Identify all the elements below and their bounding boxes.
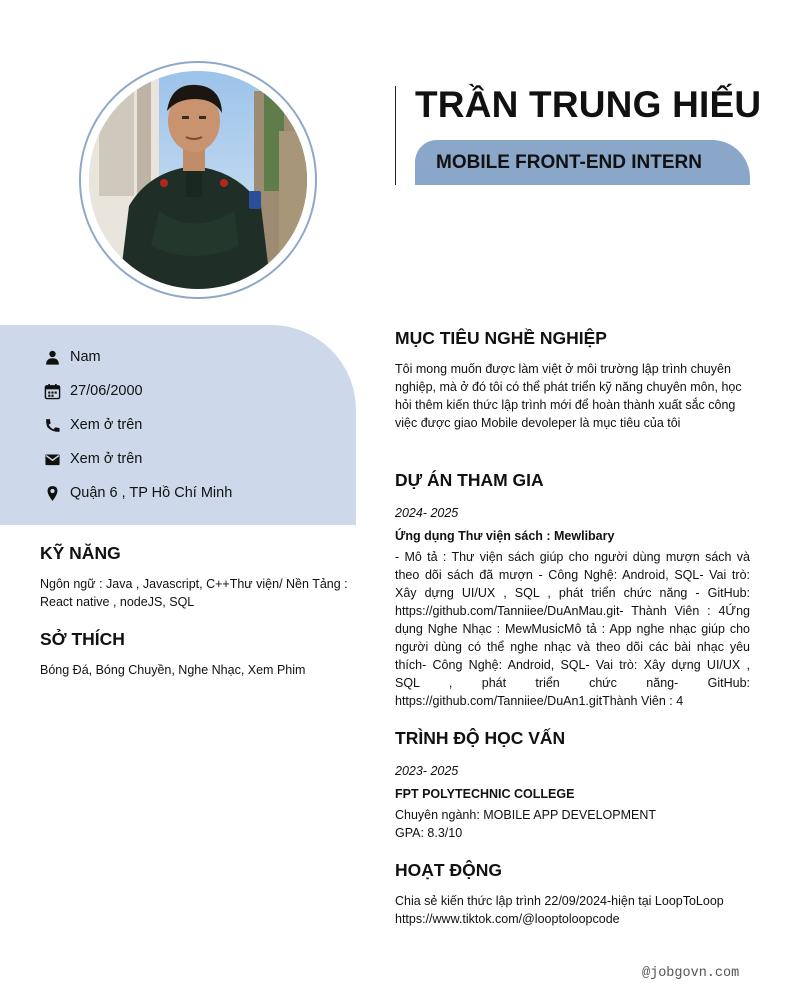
activities-text: Chia sẻ kiến thức lập trình 22/09/2024-hiện tại LoopToLoop https://www.tiktok.com/@looptoloopcode [395,894,724,926]
job-title: MOBILE FRONT-END INTERN [436,151,702,173]
job-title-banner [415,140,750,185]
phone-icon [44,417,61,434]
skills-heading: KỸ NĂNG [40,543,121,563]
education-year: 2023- 2025 [395,764,459,778]
contact-gender [44,347,101,367]
profile-photo-frame [79,61,317,299]
project-name: Ứng dụng Thư viện sách : Mewlibary [395,529,615,543]
header-divider [395,86,396,185]
projects-year: 2024- 2025 [395,506,459,520]
mail-icon [44,451,61,468]
birthday-text: 27/06/2000 [70,383,143,399]
objective-heading: MỤC TIÊU NGHỀ NGHIỆP [395,328,607,348]
address-text: Quận 6 , TP Hồ Chí Minh [70,485,233,501]
profile-photo [89,71,307,289]
contact-birthday [44,381,143,401]
contact-address [44,483,232,503]
objective-text: Tôi mong muốn được làm việt ở môi trường lập trình chuyên nghiệp, mà ở đó tôi có thể phát triển kỹ năng chuyên môn, học hỏi thêm kiến thức lập trình mới để hoàn thành xuất sắc công việc được giao Mobile devoleper là mục tiêu của tôi [395,362,742,430]
email-text: Xem ở trên [70,451,143,467]
person-icon [44,349,61,366]
calendar-icon [44,383,61,400]
watermark: @jobgovn.com [642,966,740,981]
full-name: TRẦN TRUNG HIẾU [415,84,762,125]
contact-phone [44,415,142,435]
hobbies-heading: SỞ THÍCH [40,629,125,649]
projects-text: - Mô tả : Thư viện sách giúp cho người dùng mượn sách và theo dõi sách đã mượn - Công Nghệ: Android, SQL- Vai trò: Xây dựng UI/UX , SQL , phát triển chức năng - GitHub: https://github.com/Tanniiee/DuAnMau.git- Thành Viên : 4Ứng dụng Nghe Nhạc : MewMusicMô tả : App nghe nhạc giúp cho người dùng có thể nghe nhạc và theo dõi các bài nhạc yêu thích- Công Nghệ: Android, SQL- Vai trò: Xây dựng UI/UX , SQL , phát triển chức năng- GitHub: https://github.com/Tanniiee/DuAn1.gitThành Viên : 4 [395,550,750,708]
projects-heading: DỰ ÁN THAM GIA [395,470,544,490]
gender-text: Nam [70,349,101,365]
profile-photo-illustration [89,71,307,289]
activities-heading: HOẠT ĐỘNG [395,860,502,880]
location-pin-icon [44,485,61,502]
hobbies-text: Bóng Đá, Bóng Chuyền, Nghe Nhạc, Xem Phim [40,663,306,677]
major-text: Chuyên ngành: MOBILE APP DEVELOPMENT [395,808,657,822]
contact-email [44,449,142,469]
school-name: FPT POLYTECHNIC COLLEGE [395,787,575,801]
gpa-text: GPA: 8.3/10 [395,826,463,840]
phone-text: Xem ở trên [70,417,143,433]
skills-text: Ngôn ngữ : Java , Javascript, C++Thư viện/ Nền Tảng : React native , nodeJS, SQL [40,577,348,609]
education-heading: TRÌNH ĐỘ HỌC VẤN [395,728,566,748]
